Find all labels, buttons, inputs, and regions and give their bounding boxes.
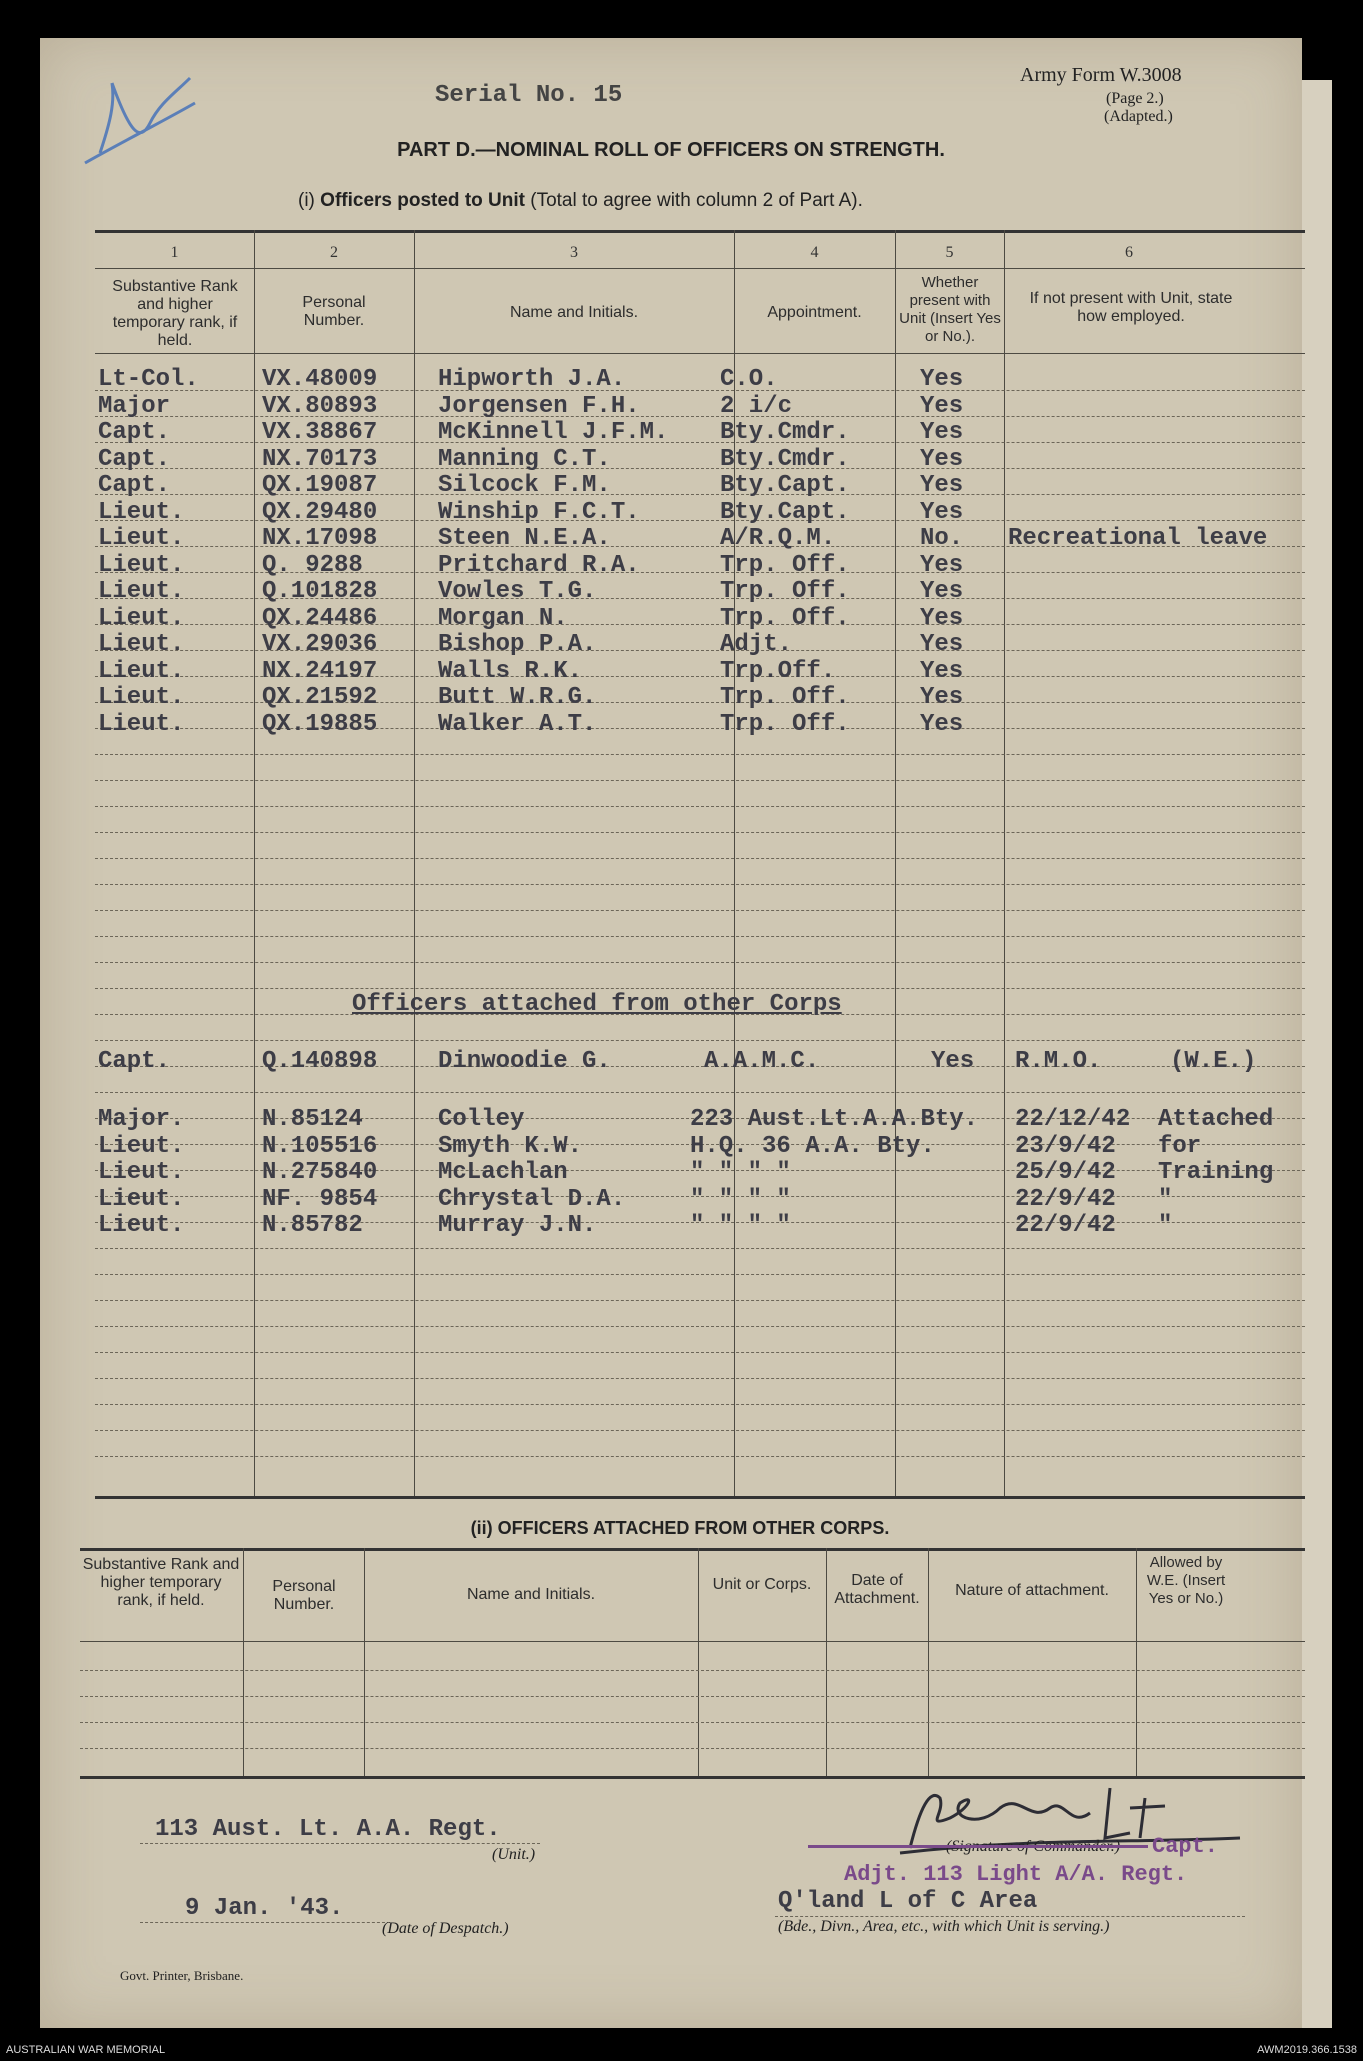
table2-col-divider <box>826 1548 827 1776</box>
row-name: Winship F.C.T. <box>438 498 640 526</box>
row-present: Yes <box>920 445 964 473</box>
row-appointment: A.A.M.C. <box>704 1048 820 1075</box>
area-line <box>775 1916 1245 1917</box>
row-appointment: Adjt. <box>720 631 793 658</box>
area-label: (Bde., Divn., Area, etc., with which Unit is serving.) <box>778 1918 1110 1935</box>
row-rank: Lt-Col. <box>98 366 199 393</box>
t2-header-number: Personal Number. <box>272 1578 336 1613</box>
row-name: Butt W.R.G. <box>438 684 597 711</box>
row-appointment: 2 i/c <box>720 392 793 420</box>
row-present: Yes <box>920 472 964 499</box>
col-number: 1 <box>170 244 179 261</box>
t2-header-rank: Substantive Rank and higher temporary rank, if held. <box>82 1556 240 1609</box>
row-name: Hipworth J.A. <box>438 366 626 393</box>
attached-name: Smyth K.W. <box>438 1132 583 1160</box>
table1-col-divider <box>895 230 896 1496</box>
row-appointment: Trp.Off. <box>720 657 836 685</box>
row-rank: Lieut. <box>98 604 185 632</box>
row-name: McKinnell J.F.M. <box>438 419 669 446</box>
row-rank: Lieut. <box>98 551 185 579</box>
row-appointment: Trp. Off. <box>720 684 850 711</box>
row-employed: Recreational leave <box>1008 525 1268 552</box>
area-value: Q'land L of C Area <box>778 1888 1038 1915</box>
row-name: Walker A.T. <box>438 710 597 738</box>
attached-name: Chrystal D.A. <box>438 1185 626 1213</box>
row-name: Dinwoodie G. <box>438 1048 611 1075</box>
handwritten-mark-icon <box>80 63 200 173</box>
table2-col-divider <box>243 1548 244 1776</box>
row-rank: Capt. <box>98 1048 171 1075</box>
attached-date: 22/9/42 <box>1015 1212 1116 1239</box>
row-number: VX.29036 <box>262 631 378 658</box>
page-number: (Page 2.) <box>1106 90 1164 107</box>
attached-note: Training <box>1158 1159 1274 1186</box>
row-present: Yes <box>920 578 964 605</box>
header-rank: Substantive Rank and higher temporary rank, if held. <box>112 278 238 349</box>
row-name: Manning C.T. <box>438 445 611 473</box>
row-number: NX.70173 <box>262 445 378 473</box>
row-name: Jorgensen F.H. <box>438 392 640 420</box>
date-label: (Date of Despatch.) <box>382 1920 509 1937</box>
row-name: Silcock F.M. <box>438 472 611 499</box>
table1-header-divider <box>95 353 1305 354</box>
t2-header-date: Date of Attachment. <box>834 1572 920 1607</box>
attached-rank: Major. <box>98 1106 185 1133</box>
t2-header-unit: Unit or Corps. <box>712 1576 812 1593</box>
attached-date: 23/9/42 <box>1015 1132 1116 1160</box>
attached-number: N.85124 <box>262 1106 363 1133</box>
row-appointment: Trp. Off. <box>720 710 850 738</box>
attached-number: NF. 9854 <box>262 1185 378 1213</box>
row-present: No. <box>920 525 964 552</box>
row-present: Yes <box>920 631 964 658</box>
row-rank: Lieut. <box>98 684 185 711</box>
row-appointment: Bty.Cmdr. <box>720 445 850 473</box>
row-name: Walls R.K. <box>438 657 583 685</box>
col-number: 4 <box>810 244 819 261</box>
archive-name: AUSTRALIAN WAR MEMORIAL <box>6 2044 166 2056</box>
attached-appointment: " " " " <box>690 1212 791 1239</box>
header-name: Name and Initials. <box>509 304 639 321</box>
header-present: Whether present with Unit (Insert Yes or No.). <box>899 274 1001 345</box>
col-number: 3 <box>570 244 578 261</box>
row-number: QX.29480 <box>262 498 378 526</box>
col-number: 2 <box>330 244 338 261</box>
row-rank: Capt. <box>98 445 171 473</box>
row-rank: Capt. <box>98 419 171 446</box>
attached-appointment: H.Q. 36 A.A. Bty. <box>690 1132 935 1160</box>
table2-col-divider <box>1136 1548 1137 1776</box>
header-employed: If not present with Unit, state how employed. <box>1029 290 1233 325</box>
attached-date: 22/12/42 <box>1015 1106 1131 1133</box>
row-appointment: Trp. Off. <box>720 551 850 579</box>
row-number: Q.101828 <box>262 578 378 605</box>
t2-header-allowed: Allowed by W.E. (Insert Yes or No.) <box>1146 1554 1226 1607</box>
attached-number: N.85782 <box>262 1212 363 1239</box>
t2-header-nature: Nature of attachment. <box>955 1582 1109 1599</box>
stamp-capt: Capt. <box>1152 1834 1219 1859</box>
attached-appointment: " " " " <box>690 1185 791 1213</box>
attached-rank: Lieut. <box>98 1132 185 1160</box>
row-rank: Lieut. <box>98 631 185 658</box>
header-personal-number: Personal Number. <box>302 294 366 329</box>
page-title: PART D.—NOMINAL ROLL OF OFFICERS ON STRENGTH. <box>397 139 945 161</box>
archive-footer <box>0 2028 1363 2061</box>
printer-note: Govt. Printer, Brisbane. <box>120 1968 244 1983</box>
document-page <box>40 38 1302 2028</box>
row-name: Bishop P.A. <box>438 631 597 658</box>
row-appointment: Bty.Capt. <box>720 472 850 499</box>
serial-number: Serial No. 15 <box>435 82 623 109</box>
row-appointment: Bty.Capt. <box>720 498 850 526</box>
row-name: Vowles T.G. <box>438 578 597 605</box>
table1-col-divider <box>254 230 255 1496</box>
row-note: (W.E.) <box>1170 1048 1257 1075</box>
table1-bottom-border <box>95 1496 1305 1499</box>
adapted-note: (Adapted.) <box>1104 108 1173 125</box>
subtitle-number: (i) <box>298 190 315 211</box>
unit-label: (Unit.) <box>492 1846 536 1863</box>
section-subtitle <box>298 190 863 212</box>
attached-note: " <box>1158 1212 1173 1239</box>
attached-date: 25/9/42 <box>1015 1159 1116 1186</box>
table1-number-divider <box>95 268 1305 269</box>
table2-col-divider <box>364 1548 365 1776</box>
form-name: Army Form W.3008 <box>1020 64 1182 86</box>
col-number: 6 <box>1125 244 1133 261</box>
row-present: Yes <box>920 684 964 711</box>
attached-number: N.275840 <box>262 1159 378 1186</box>
table1-col-divider <box>1004 230 1005 1496</box>
row-number: QX.19087 <box>262 472 378 499</box>
row-number: VX.48009 <box>262 366 378 393</box>
row-appointment: Trp. Off. <box>720 604 850 632</box>
row-number: Q. 9288 <box>262 551 363 579</box>
row-present: Yes <box>920 657 964 685</box>
table1-top-border <box>95 230 1305 233</box>
row-rank: Lieut. <box>98 498 185 526</box>
row-appointment: C.O. <box>720 366 778 393</box>
signature-label: (Signature of Commander.) <box>946 1838 1121 1855</box>
row-name: Morgan N. <box>438 604 568 632</box>
t2-header-name: Name and Initials. <box>466 1586 596 1603</box>
row-number: QX.24486 <box>262 604 378 632</box>
row-rank: Capt. <box>98 472 171 499</box>
row-appointment: A/R.Q.M. <box>720 525 836 552</box>
row-number: NX.24197 <box>262 657 378 685</box>
attached-appointment: 223 Aust.Lt.A.A.Bty. <box>690 1106 979 1133</box>
attached-note: for <box>1158 1132 1202 1160</box>
attached-note: Attached <box>1158 1106 1274 1133</box>
row-present: Yes <box>920 392 964 420</box>
row-number: Q.140898 <box>262 1048 378 1075</box>
row-name: Pritchard R.A. <box>438 551 640 579</box>
row-appointment: Trp. Off. <box>720 578 850 605</box>
paper-edge <box>1302 80 1332 2028</box>
row-number: QX.21592 <box>262 684 378 711</box>
attached-date: 22/9/42 <box>1015 1185 1116 1213</box>
row-number: QX.19885 <box>262 710 378 738</box>
row-present: Yes <box>920 710 964 738</box>
table1-col-divider <box>414 230 415 1496</box>
row-present: Yes <box>920 498 964 526</box>
stamp-adjt: Adjt. 113 Light A/A. Regt. <box>844 1862 1188 1887</box>
row-name: Steen N.E.A. <box>438 525 611 552</box>
attached-name: Colley <box>438 1106 525 1133</box>
attached-number: N.105516 <box>262 1132 378 1160</box>
stamp-line <box>808 1845 1148 1848</box>
table2-header-divider <box>80 1641 1305 1642</box>
despatch-date: 9 Jan. '43. <box>185 1895 344 1922</box>
unit-line <box>140 1843 540 1844</box>
archive-id: AWM2019.366.1538 <box>1257 2044 1357 2056</box>
row-appointment: Bty.Cmdr. <box>720 419 850 446</box>
table2-title: (ii) OFFICERS ATTACHED FROM OTHER CORPS. <box>470 1518 890 1538</box>
unit-value: 113 Aust. Lt. A.A. Regt. <box>155 1816 501 1843</box>
attached-rank: Lieut. <box>98 1159 185 1186</box>
subtitle-bold: Officers posted to Unit <box>320 190 525 211</box>
row-number: VX.38867 <box>262 419 378 446</box>
attached-note: " <box>1158 1185 1173 1213</box>
attached-heading: Officers attached from other Corps <box>352 991 842 1018</box>
col-number: 5 <box>945 244 954 261</box>
attached-rank: Lieut. <box>98 1185 185 1213</box>
row-rank: Lieut. <box>98 710 185 738</box>
row-present: Yes <box>920 366 964 393</box>
row-number: NX.17098 <box>262 525 378 552</box>
subtitle-rest: (Total to agree with column 2 of Part A). <box>530 190 863 211</box>
attached-name: McLachlan <box>438 1159 568 1186</box>
date-line <box>140 1922 390 1923</box>
row-rank: Lieut. <box>98 657 185 685</box>
attached-name: Murray J.N. <box>438 1212 597 1239</box>
attached-appointment: " " " " <box>690 1159 791 1186</box>
row-rank: Lieut. <box>98 578 185 605</box>
table2-top-border <box>80 1548 1305 1551</box>
header-appointment: Appointment. <box>767 304 862 321</box>
attached-rank: Lieut. <box>98 1212 185 1239</box>
row-present: Yes <box>920 419 964 446</box>
row-rank: Lieut. <box>98 525 185 552</box>
row-present: Yes <box>920 604 964 632</box>
row-present: Yes <box>920 551 964 579</box>
table2-col-divider <box>698 1548 699 1776</box>
row-present: Yes <box>931 1048 975 1075</box>
row-rank: Major <box>98 392 171 420</box>
row-number: VX.80893 <box>262 392 378 420</box>
row-employed: R.M.O. <box>1015 1048 1102 1075</box>
